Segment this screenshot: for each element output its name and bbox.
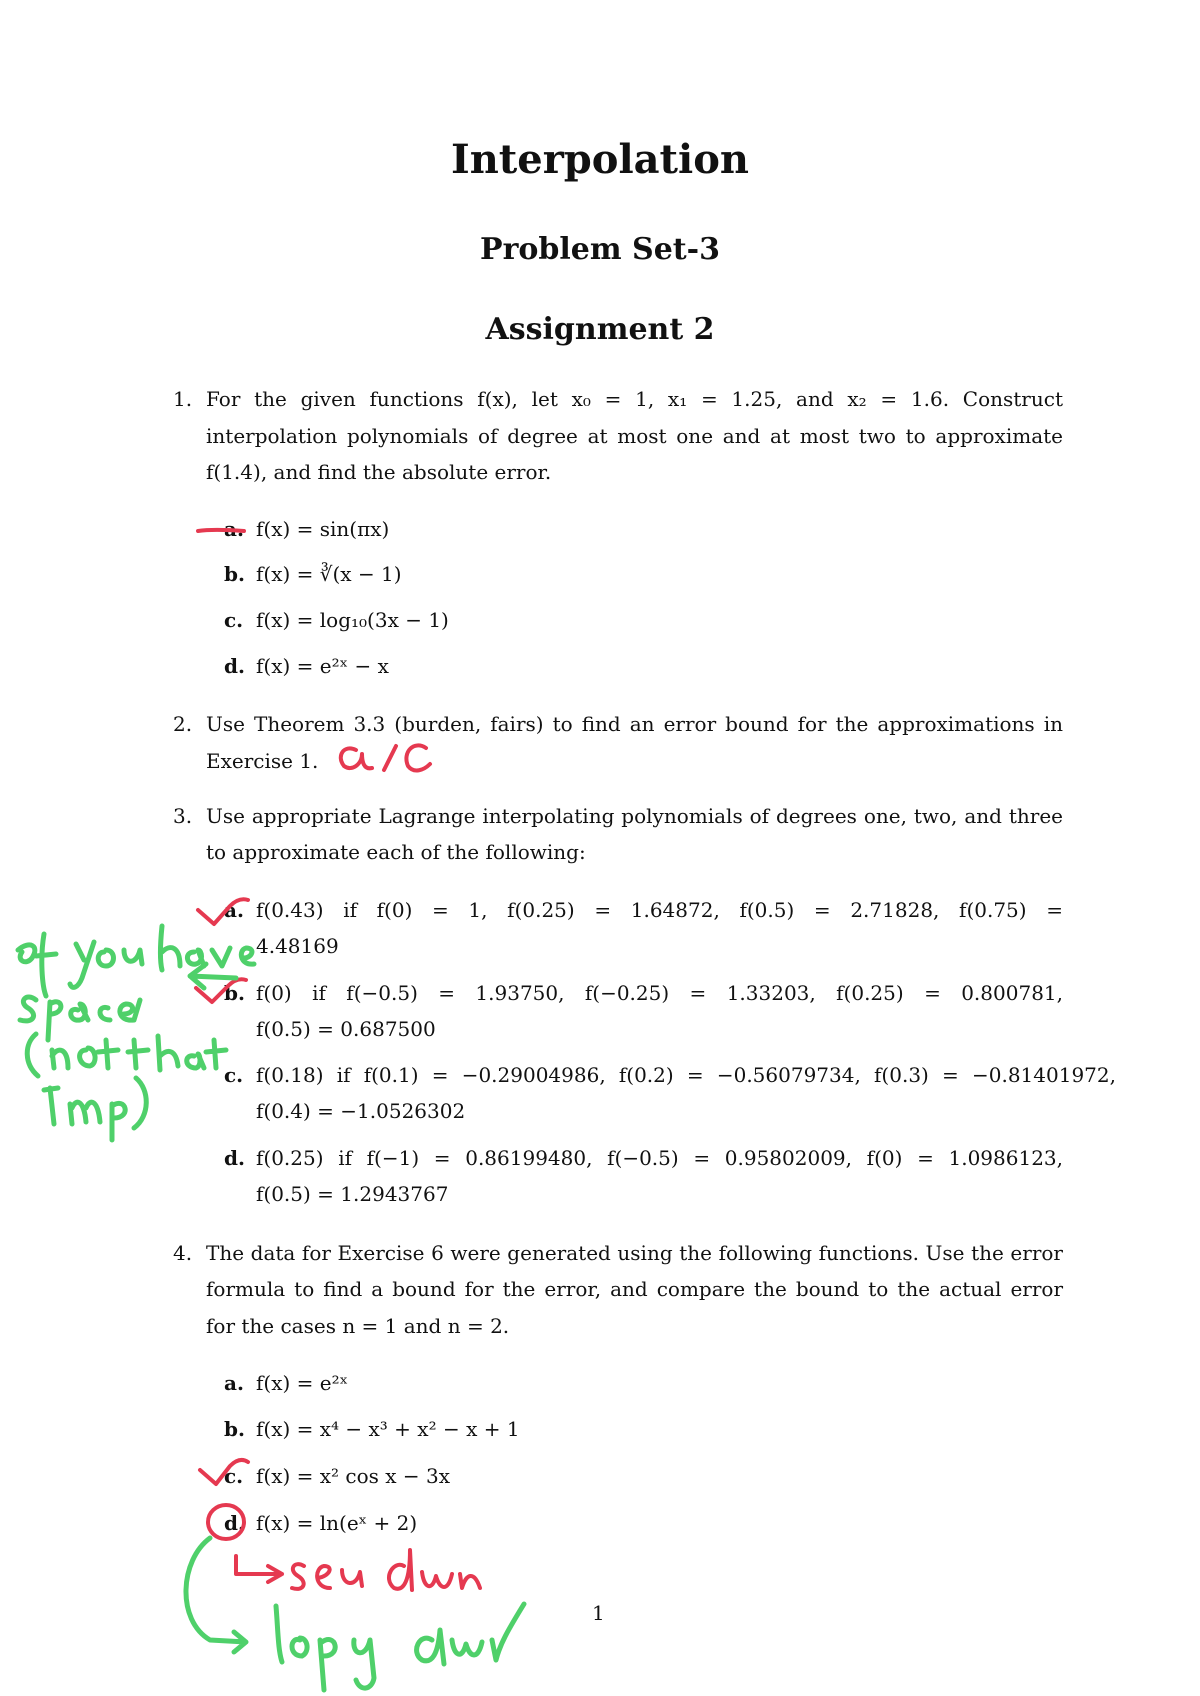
item-text-continued: f(0.5) = 0.687500 bbox=[256, 1017, 436, 1041]
problem-text-line: to approximate each of the following: bbox=[206, 840, 586, 864]
item-label: b. bbox=[224, 981, 245, 1005]
item-text: f(0.18) if f(0.1) = −0.29004986, f(0.2) = −0.56079734, f(0.3) = −0.81401972, bbox=[256, 1063, 1116, 1087]
item-text: f(0.25) if f(−1) = 0.86199480, f(−0.5) = 0.95802009, f(0) = 1.0986123, bbox=[256, 1146, 1063, 1170]
item-label: c. bbox=[224, 608, 244, 632]
item-label: a. bbox=[224, 1371, 244, 1395]
green-note-imp bbox=[44, 1078, 146, 1140]
problem-text-line: interpolation polynomials of degree at most one and at most two to approximate bbox=[206, 424, 1063, 448]
item-text: f(0.43) if f(0) = 1, f(0.25) = 1.64872, f(0.5) = 2.71828, f(0.75) = bbox=[256, 898, 1063, 922]
problem-number: 4. bbox=[173, 1241, 193, 1265]
item-text: f(x) = x⁴ − x³ + x² − x + 1 bbox=[256, 1417, 520, 1441]
item-label: a. bbox=[224, 517, 244, 541]
problem-text-line: For the given functions f(x), let x₀ = 1, x₁ = 1.25, and x₂ = 1.6. Construct bbox=[206, 387, 1063, 411]
problem-number: 1. bbox=[173, 387, 193, 411]
page-number: 1 bbox=[592, 1601, 605, 1625]
item-text-continued: 4.48169 bbox=[256, 934, 339, 958]
item-text: f(x) = ln(eˣ + 2) bbox=[256, 1511, 418, 1535]
item-label: d. bbox=[224, 654, 245, 678]
item-text: f(0) if f(−0.5) = 1.93750, f(−0.25) = 1.33203, f(0.25) = 0.800781, bbox=[256, 981, 1063, 1005]
item-text: f(x) = e²ˣ − x bbox=[256, 654, 389, 678]
green-curved-arrow bbox=[186, 1538, 246, 1652]
item-label: d. bbox=[224, 1146, 245, 1170]
red-note-a-to-c bbox=[341, 745, 430, 770]
item-label: b. bbox=[224, 1417, 245, 1441]
red-see-down-note bbox=[236, 1550, 480, 1590]
problem-number: 2. bbox=[173, 712, 193, 736]
problem-text-line: Use Theorem 3.3 (burden, fairs) to find an error bound for the approximations in bbox=[206, 712, 1063, 736]
item-text: f(x) = e²ˣ bbox=[256, 1371, 349, 1395]
problem-text-line: formula to find a bound for the error, and compare the bound to the actual error bbox=[206, 1277, 1063, 1301]
item-text-continued: f(0.4) = −1.0526302 bbox=[256, 1099, 466, 1123]
green-note-not-that bbox=[27, 1034, 226, 1076]
problem-text-line: f(1.4), and find the absolute error. bbox=[206, 460, 552, 484]
item-label: a. bbox=[224, 898, 244, 922]
item-text-continued: f(0.5) = 1.2943767 bbox=[256, 1182, 449, 1206]
problem-set-heading: Problem Set-3 bbox=[480, 232, 720, 267]
green-note-copy-down bbox=[276, 1604, 524, 1690]
item-label: d. bbox=[224, 1511, 245, 1535]
problem-text-line: Exercise 1. bbox=[206, 749, 319, 773]
item-text: f(x) = log₁₀(3x − 1) bbox=[256, 608, 449, 632]
item-label: b. bbox=[224, 562, 245, 586]
problem-number: 3. bbox=[173, 804, 193, 828]
green-note-space bbox=[20, 997, 140, 1040]
green-note-if-you-have-space bbox=[18, 926, 254, 996]
item-text: f(x) = x² cos x − 3x bbox=[256, 1464, 451, 1488]
item-text: f(x) = sin(πx) bbox=[256, 517, 390, 541]
problem-text-line: Use appropriate Lagrange interpolating polynomials of degrees one, two, and three bbox=[206, 804, 1063, 828]
assignment-heading: Assignment 2 bbox=[485, 312, 715, 347]
item-text: f(x) = ∛(x − 1) bbox=[256, 562, 402, 586]
problem-text-line: The data for Exercise 6 were generated using the following functions. Use the error bbox=[206, 1241, 1063, 1265]
problem-text-line: for the cases n = 1 and n = 2. bbox=[206, 1314, 510, 1338]
item-label: c. bbox=[224, 1063, 244, 1087]
item-label: c. bbox=[224, 1464, 244, 1488]
document-title: Interpolation bbox=[451, 136, 749, 183]
